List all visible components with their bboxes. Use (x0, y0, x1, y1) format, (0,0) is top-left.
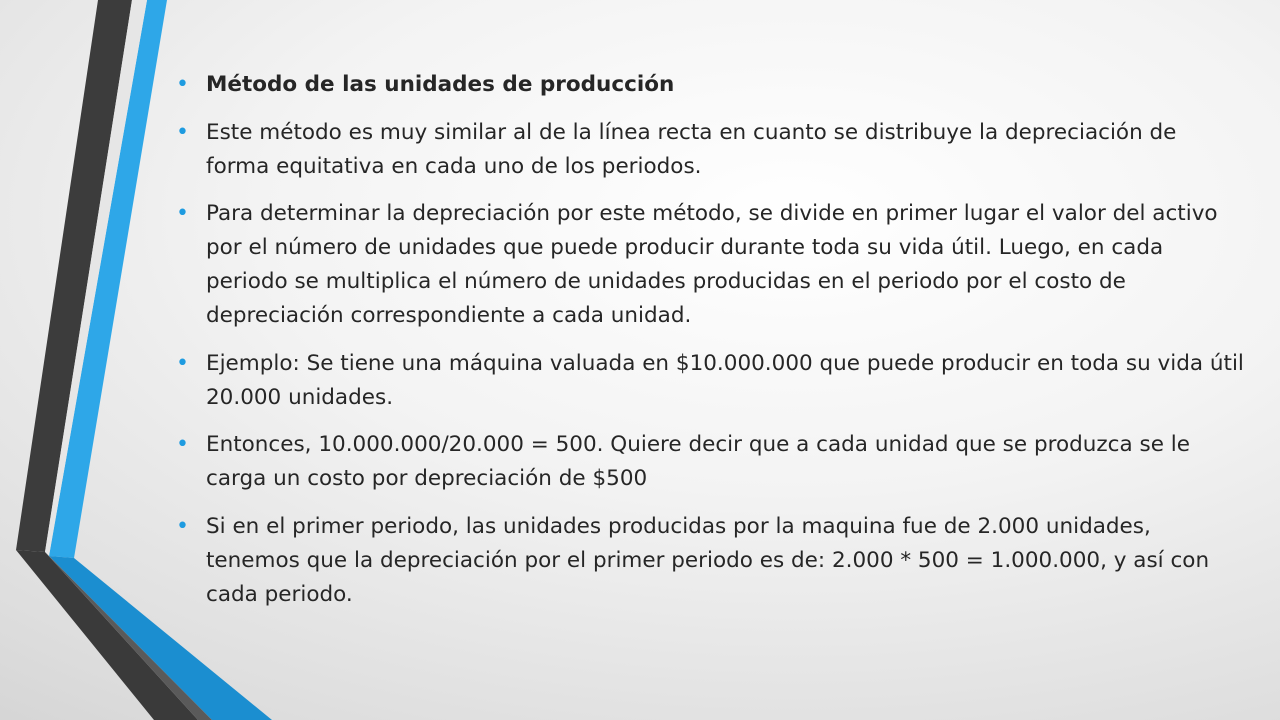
slide-heading: Método de las unidades de producción (206, 72, 675, 97)
bullet-text: Este método es muy similar al de la línea recta en cuanto se distribuye la depreciación de forma equitativa en cada uno de los periodos. (206, 119, 1177, 179)
bullet-item-title (176, 68, 1246, 102)
bullet-dot-icon: • (176, 513, 189, 539)
dark-diagonal-band (16, 550, 198, 720)
bullet-item (176, 510, 1246, 612)
bullet-dot-icon: • (176, 432, 189, 457)
bullet-text: Si en el primer periodo, las unidades producidas por la maquina fue de 2.000 unidades, tenemos que la depreciación por el primer periodo es de: 2.000 * 500 = 1.000.000, y así con cada periodo. (206, 513, 1210, 607)
bullet-dot-icon: • (176, 201, 189, 226)
bullet-item (176, 116, 1246, 184)
bullet-dot-icon: • (176, 350, 189, 376)
bullet-item (176, 428, 1246, 496)
bullet-dot-icon: • (176, 119, 189, 145)
bullet-item (176, 347, 1246, 415)
bullet-dot-icon: • (176, 72, 189, 97)
bullet-item (176, 197, 1246, 333)
slide-content (176, 68, 1246, 625)
bullet-text: Entonces, 10.000.000/20.000 = 500. Quiere decir que a cada unidad que se produzca se le carga un costo por depreciación de $500 (206, 432, 1190, 491)
bullet-text: Ejemplo: Se tiene una máquina valuada en $10.000.000 que puede producir en toda su vida útil 20.000 unidades. (206, 350, 1244, 410)
bullet-text: Para determinar la depreciación por este método, se divide en primer lugar el valor del activo por el número de unidades que puede producir durante toda su vida útil. Luego, en cada periodo se multiplica el número de unidades producidas en el periodo por el costo de depreciación correspondiente a cada unidad. (206, 201, 1218, 328)
bullet-list (176, 68, 1246, 612)
